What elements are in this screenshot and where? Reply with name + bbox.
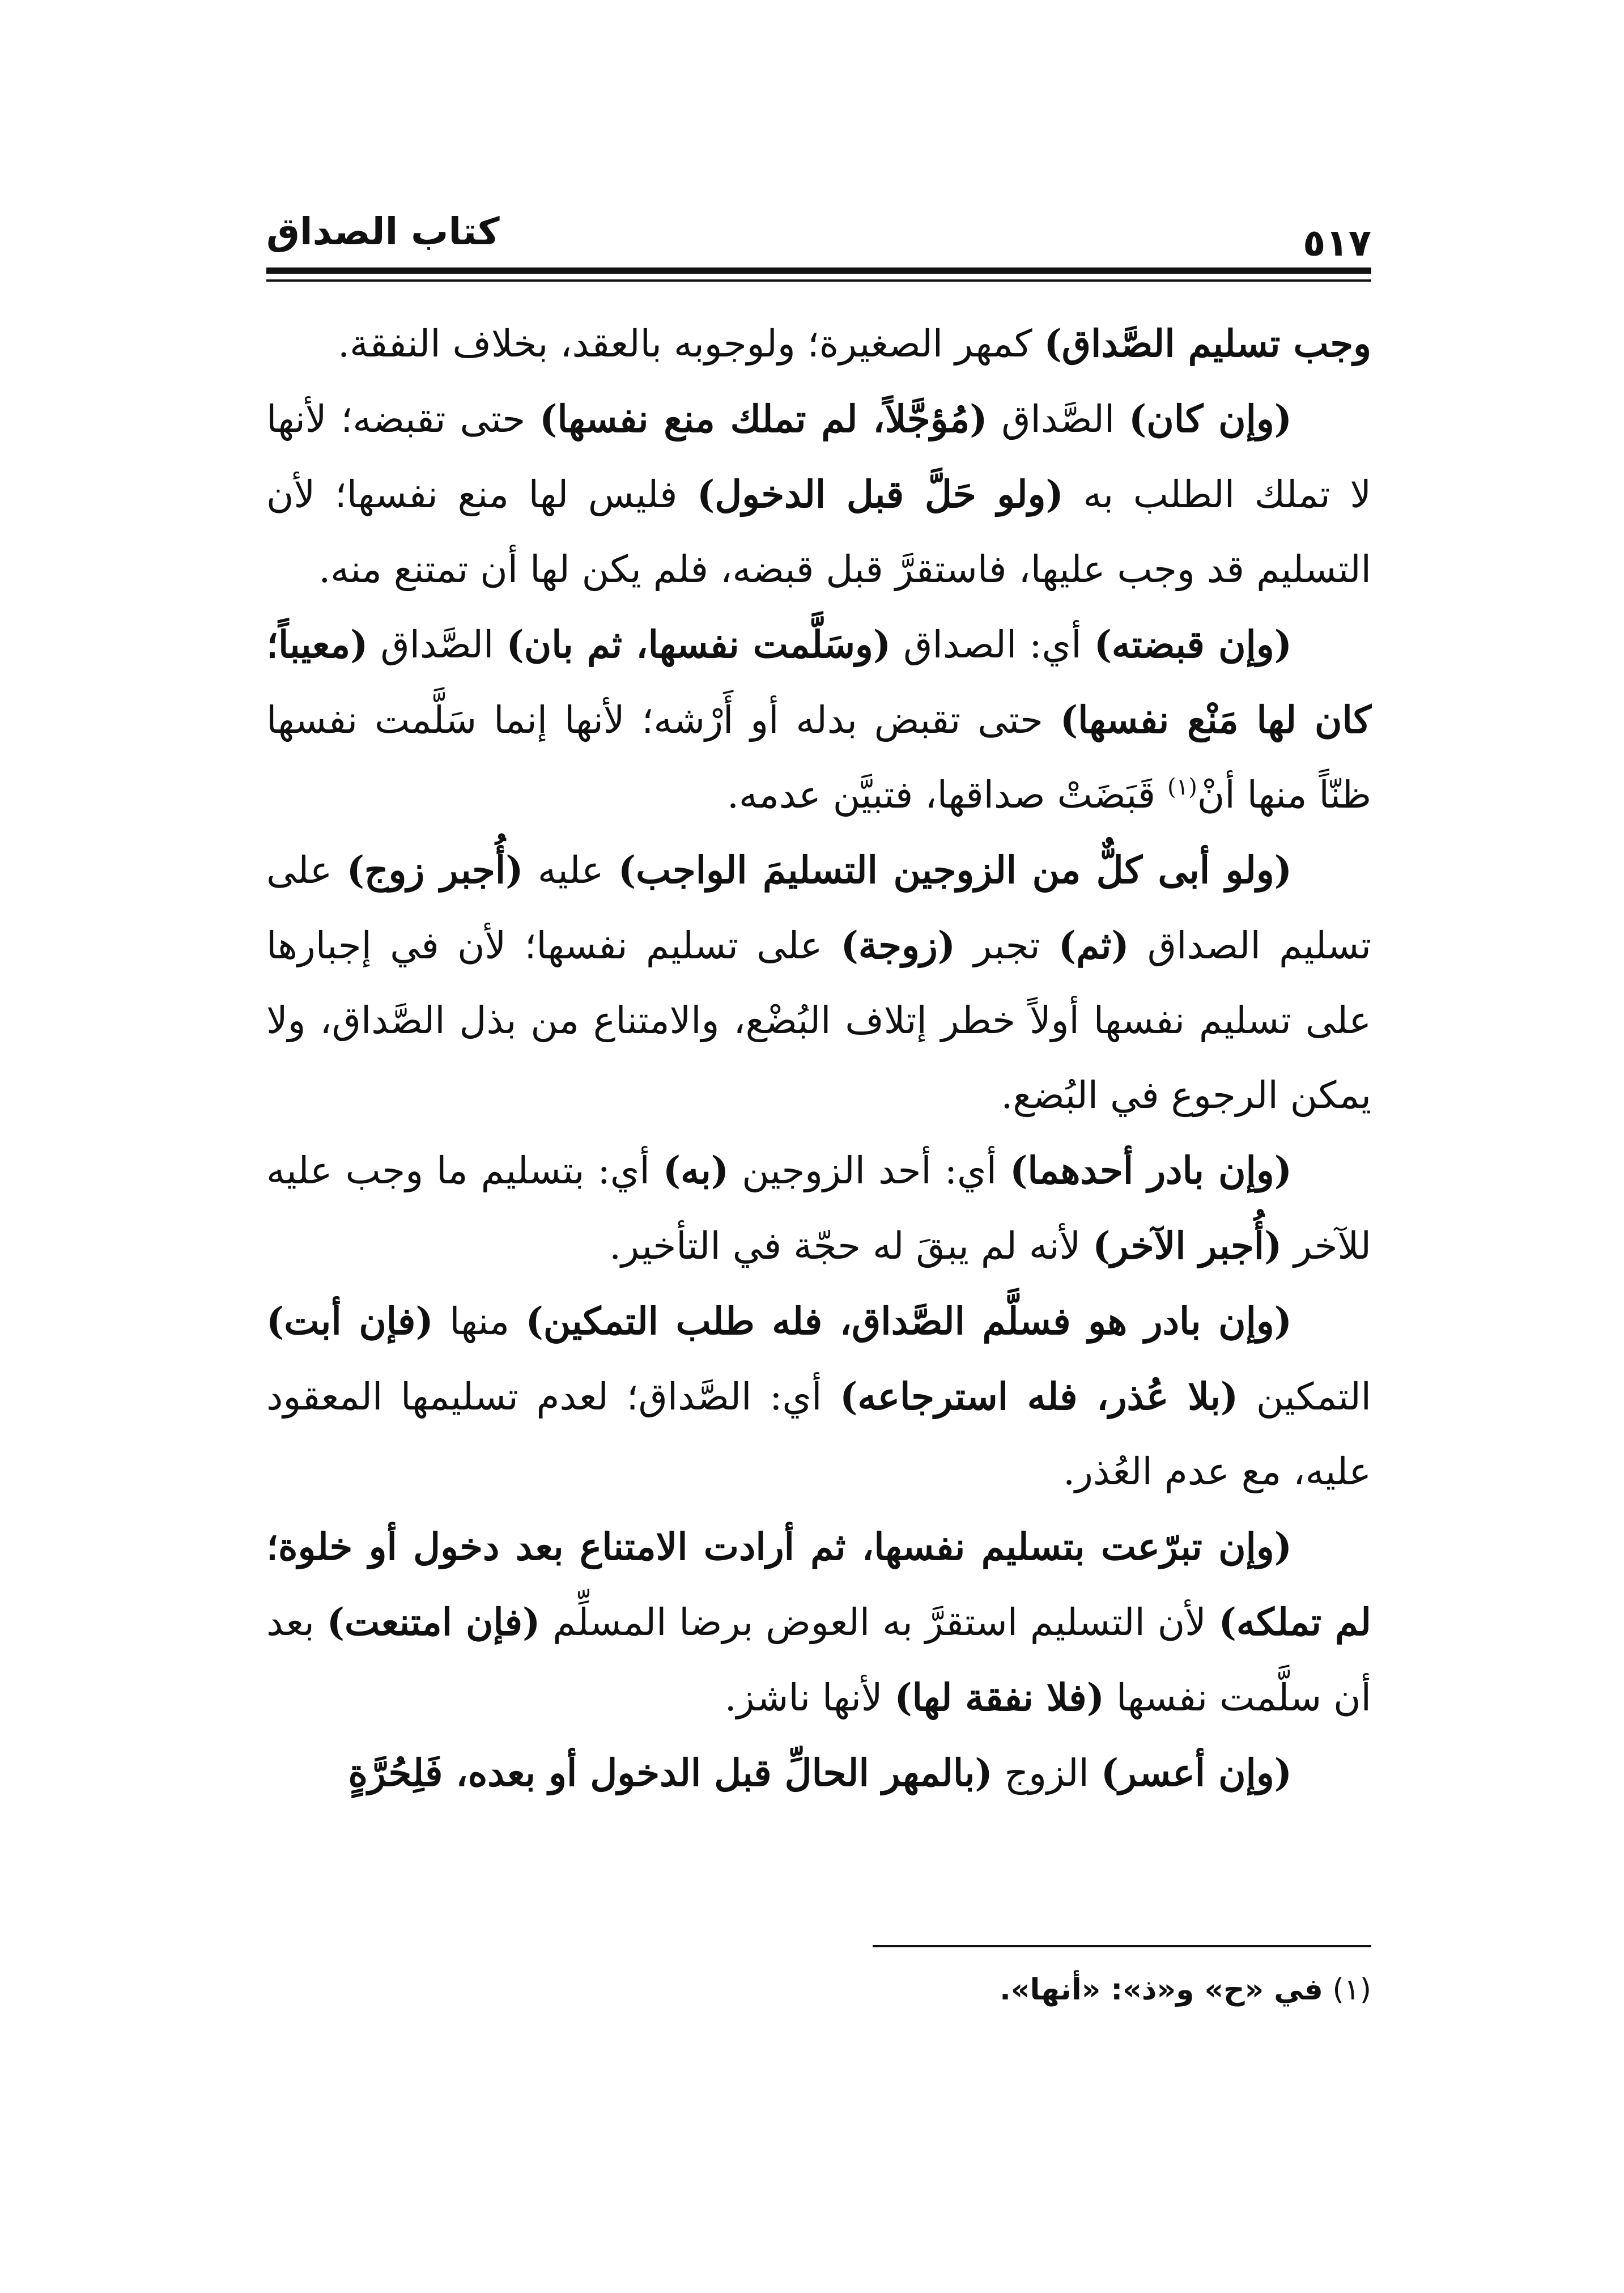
text-segment: لأنها ناشز.	[724, 1676, 895, 1719]
text-segment: على تسليم الصداق	[266, 848, 1372, 967]
text-segment: عليه	[523, 848, 618, 892]
text-segment: حتى تقبض بدله أو أَرْشه؛ لأنها إنما سَلَّمت نفسها ظنّاً منها أنْ	[266, 698, 1371, 817]
text-segment: التمكين	[1238, 1375, 1372, 1419]
text-segment: تجبر	[955, 924, 1058, 967]
text-segment: الزوج	[992, 1751, 1101, 1795]
bold-text-segment: (وإن بادر أحدهما)	[1010, 1148, 1292, 1192]
paragraph	[266, 306, 1371, 381]
footnote-text: في «ح» و«ذ»: «أنها».	[1000, 1973, 1323, 2007]
paragraph	[266, 1509, 1371, 1735]
text-segment: بعد أن سلَّمت نفسها	[266, 1600, 1371, 1719]
bold-text-segment: (مُؤجَّلاً، لم تملك منع نفسها)	[539, 397, 988, 441]
paragraph	[266, 1735, 1371, 1811]
text-segment: فليس لها منع نفسها؛ لأن التسليم قد وجب عليها، فاستقرَّ قبل قبضه، فلم يكن لها أن تمتنع منه.	[266, 473, 1371, 591]
paragraph	[266, 607, 1371, 833]
running-title: كتاب الصداق	[266, 210, 500, 253]
text-segment: أي: أحد الزوجين	[729, 1149, 1010, 1192]
bold-text-segment: (وسَلَّمت نفسها، ثم بان)	[506, 622, 891, 666]
paragraph	[266, 381, 1371, 607]
text-segment: أي: الصداق	[891, 623, 1094, 666]
bold-text-segment: (أُجبر الآخر)	[1092, 1224, 1282, 1268]
bold-text-segment: (وإن تبرّعت بتسليم نفسها، ثم أرادت الامتناع بعد دخول أو خلوة؛ لم تملكه)	[266, 1525, 1371, 1644]
text-segment: لأن التسليم استقرَّ به العوض برضا المسلِّم	[540, 1600, 1219, 1644]
bold-text-segment: (أُجبر زوج)	[346, 848, 524, 892]
bold-text-segment: (وإن قبضته)	[1094, 622, 1292, 666]
text-segment: الصَّداق	[368, 623, 507, 666]
bold-text-segment: (وإن أعسر)	[1100, 1751, 1292, 1795]
bold-text-segment: (ولو حَلَّ قبل الدخول)	[697, 472, 1064, 516]
bold-text-segment: (به)	[662, 1148, 729, 1192]
text-segment: أي: بتسليم ما وجب عليه للآخر	[266, 1149, 1371, 1268]
bold-text-segment: (فإن امتنعت)	[326, 1600, 541, 1644]
bold-text-segment: (زوجة)	[840, 923, 956, 967]
bold-text-segment: (ولو أبى كلٌّ من الزوجين التسليمَ الواجب)	[618, 848, 1292, 892]
bold-text-segment: (معيباً؛ كان لها مَنْع نفسها)	[266, 622, 1371, 742]
text-segment: حتى تقبضه؛ لأنها لا تملك الطلب به	[266, 397, 1371, 516]
text-segment: على تسليم نفسها؛ لأن في إجبارها على تسليم نفسها أولاً خطر إتلاف البُضْع، والامتناع من بذل الصَّداق، ولا يمكن الرجوع في البُضع.	[266, 924, 1371, 1117]
text-segment: منها	[433, 1300, 526, 1343]
header-rule-thin	[266, 279, 1371, 282]
bold-text-segment: (بالمهر الحالِّ قبل الدخول أو بعده، فَلِحُرَّةٍ	[348, 1751, 993, 1795]
bold-text-segment: (فلا نفقة لها)	[894, 1675, 1104, 1719]
bold-text-segment: (وإن كان)	[1129, 397, 1293, 441]
footnote	[266, 1970, 1371, 2010]
paragraph	[266, 833, 1371, 1133]
bold-text-segment: (ثم)	[1058, 923, 1129, 967]
bold-text-segment: وجب تسليم الصَّداق)	[1044, 321, 1371, 366]
paragraph	[266, 1133, 1371, 1284]
text-segment: لأنه لم يبقَ له حجّة في التأخير.	[609, 1224, 1093, 1268]
footnote-marker: (١)	[1167, 774, 1197, 800]
main-text	[266, 306, 1371, 1811]
footnote-number: (١)	[1332, 1973, 1371, 2007]
text-segment: أي: الصَّداق؛ لعدم تسليمها المعقود عليه، مع عدم العُذر.	[266, 1375, 1371, 1493]
bold-text-segment: (وإن بادر هو فسلَّم الصَّداق، فله طلب التمكين)	[525, 1299, 1293, 1343]
text-segment: قَبَضَتْ صداقها، فتبيَّن عدمه.	[727, 773, 1168, 817]
text-segment: كمهر الصغيرة؛ ولوجوبه بالعقد، بخلاف النفقة.	[338, 322, 1044, 366]
page-number: ٥١٧	[1303, 221, 1371, 265]
page-header	[266, 204, 1371, 266]
header-rule-thick	[266, 267, 1371, 274]
paragraph	[266, 1284, 1371, 1509]
bold-text-segment: (بلا عُذر، فله استرجاعه)	[840, 1374, 1239, 1419]
bold-text-segment: (فإن أبت)	[266, 1299, 433, 1343]
footnote-separator	[873, 1945, 1371, 1947]
text-segment: الصَّداق	[987, 397, 1129, 441]
